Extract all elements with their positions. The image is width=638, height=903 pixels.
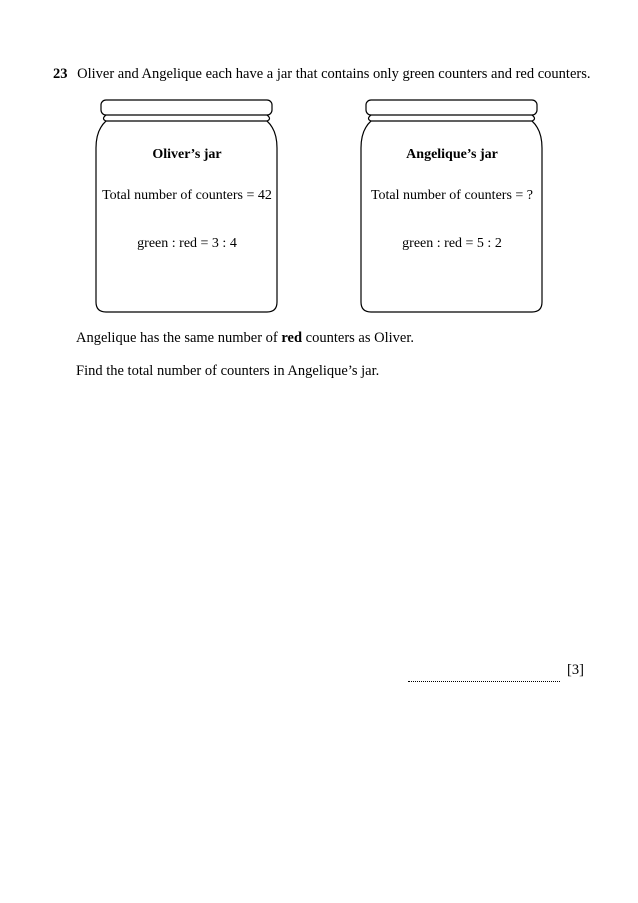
oliver-jar-ratio: green : red = 3 : 4 [137,236,237,251]
question-number: 23 [53,66,68,82]
angelique-jar-outline [361,100,542,312]
question-text: Oliver and Angelique each have a jar that contains only green counters and red counters. [77,66,591,82]
answer-line[interactable] [408,669,560,682]
statement-after: counters as Oliver. [302,330,414,346]
oliver-jar-outline [96,100,277,312]
marks-label: [3] [567,662,584,678]
statement-bold: red [281,330,303,346]
instruction-paragraph: Find the total number of counters in Angelique’s jar. [76,363,380,379]
angelique-jar-ratio: green : red = 5 : 2 [402,236,502,251]
statement-before: Angelique has the same number of [76,330,282,346]
angelique-jar-title: Angelique’s jar [406,147,498,162]
oliver-jar-total: Total number of counters = 42 [102,188,272,203]
angelique-jar-total: Total number of counters = ? [370,188,534,203]
statement-paragraph [76,330,414,347]
oliver-jar-title: Oliver’s jar [152,147,222,162]
